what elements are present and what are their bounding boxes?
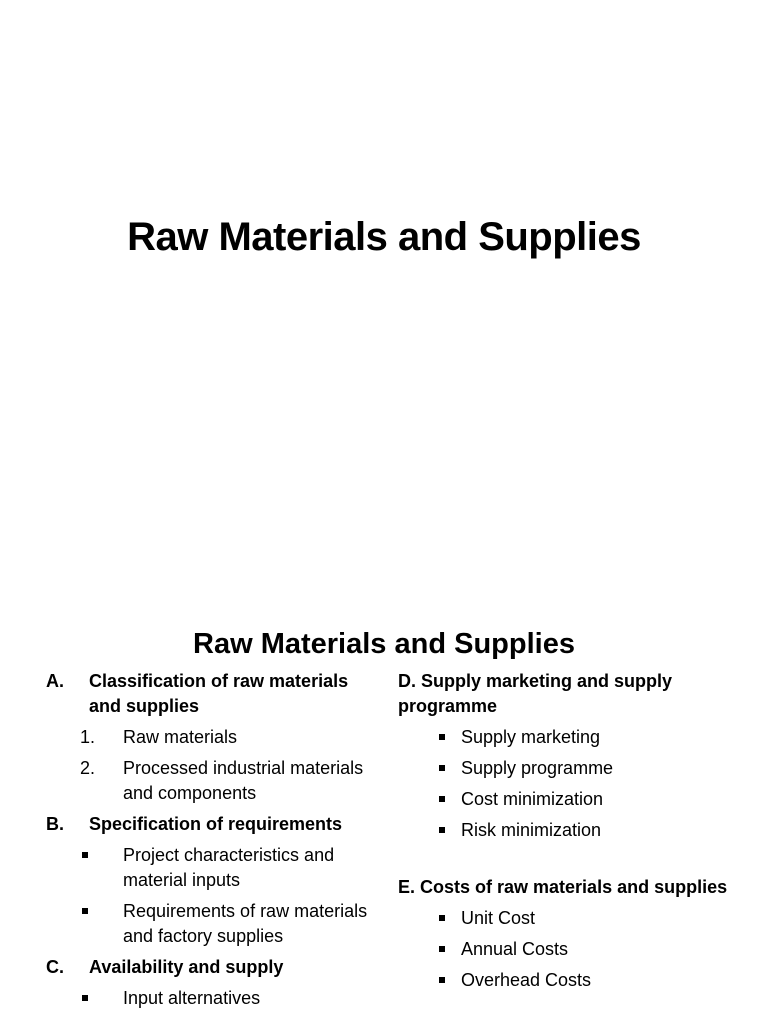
item-text: Project characteristics and material inputs <box>123 845 335 890</box>
list-item <box>46 899 376 949</box>
list-item <box>398 725 728 750</box>
square-bullet-icon <box>82 995 88 1001</box>
section-b-text: Specification of requirements <box>89 814 343 834</box>
section-a-text: Classification of raw materials and supplies <box>89 671 349 716</box>
square-bullet-icon <box>439 827 445 833</box>
item-text: Supply marketing <box>461 727 601 747</box>
list-item <box>398 968 728 993</box>
square-bullet-icon <box>439 915 445 921</box>
list-item <box>46 725 376 750</box>
section-b <box>46 812 376 949</box>
square-bullet-icon <box>439 946 445 952</box>
left-column <box>46 669 376 1011</box>
section-a-marker: A. <box>46 671 64 691</box>
section-d <box>398 669 728 843</box>
list-item <box>46 843 376 893</box>
item-text: Requirements of raw materials and factory supplies <box>123 901 368 946</box>
section-c-text: Availability and supply <box>89 957 284 977</box>
section-c <box>46 955 376 1011</box>
list-item <box>398 787 728 812</box>
section-c-marker: C. <box>46 957 64 977</box>
item-text: Risk minimization <box>461 820 602 840</box>
square-bullet-icon <box>439 734 445 740</box>
section-b-heading <box>46 812 376 837</box>
item-text: Cost minimization <box>461 789 604 809</box>
section-e <box>398 875 728 993</box>
section-c-heading <box>46 955 376 980</box>
list-item <box>398 756 728 781</box>
item-text: Supply programme <box>461 758 614 778</box>
list-item <box>46 986 376 1011</box>
item-text: Annual Costs <box>461 939 569 959</box>
list-item <box>398 906 728 931</box>
section-b-marker: B. <box>46 814 64 834</box>
slide2-title: Raw Materials and Supplies <box>193 628 575 660</box>
square-bullet-icon <box>82 908 88 914</box>
item-text: Input alternatives <box>123 988 261 1008</box>
item-text: Raw materials <box>123 727 238 747</box>
square-bullet-icon <box>439 765 445 771</box>
square-bullet-icon <box>439 977 445 983</box>
square-bullet-icon <box>82 852 88 858</box>
item-number: 2. <box>80 758 96 778</box>
item-text: Processed industrial materials and components <box>123 758 364 803</box>
item-text: Overhead Costs <box>461 970 592 990</box>
item-text: Unit Cost <box>461 908 536 928</box>
right-column <box>398 669 728 993</box>
list-item <box>46 756 376 806</box>
list-item <box>398 818 728 843</box>
section-d-heading: D. Supply marketing and supply programme <box>398 671 673 716</box>
section-a-heading <box>46 669 376 719</box>
item-number: 1. <box>80 727 96 747</box>
section-a <box>46 669 376 806</box>
section-e-heading: E. Costs of raw materials and supplies <box>398 877 728 897</box>
list-item <box>398 937 728 962</box>
square-bullet-icon <box>439 796 445 802</box>
slide1-title: Raw Materials and Supplies <box>127 215 641 259</box>
